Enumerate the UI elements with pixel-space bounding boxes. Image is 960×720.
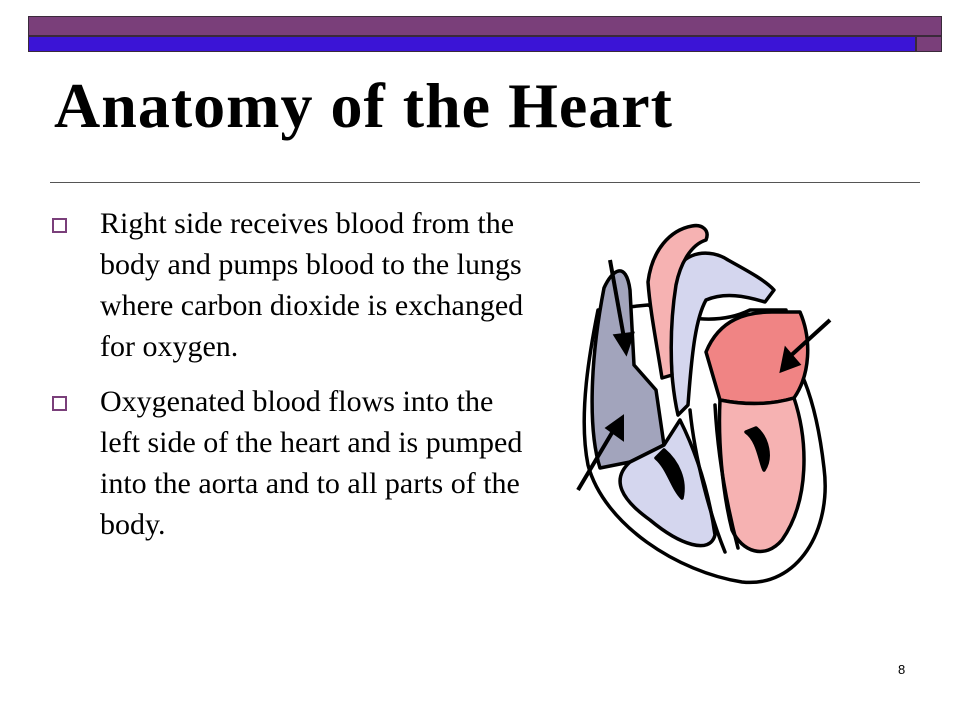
bullet-item-right-side — [50, 203, 540, 367]
slide-title: Anatomy of the Heart — [54, 70, 673, 141]
bullet-text: Oxygenated blood flows into the left side of the heart and is pumped into the aorta and to all parts of the body. — [100, 385, 523, 541]
page-number: 8 — [898, 662, 906, 677]
header-bar-purple — [28, 16, 942, 36]
square-bullet-icon — [52, 396, 67, 411]
title-divider — [50, 182, 920, 183]
header-corner-square — [916, 36, 942, 52]
bullet-item-left-side — [50, 381, 540, 545]
bullet-list — [50, 203, 540, 545]
header-bar-blue — [28, 36, 916, 52]
bullet-text: Right side receives blood from the body and pumps blood to the lungs where carbon dioxide is exchanged for oxygen. — [100, 207, 524, 363]
square-bullet-icon — [52, 218, 67, 233]
heart-diagram-icon — [560, 200, 850, 590]
